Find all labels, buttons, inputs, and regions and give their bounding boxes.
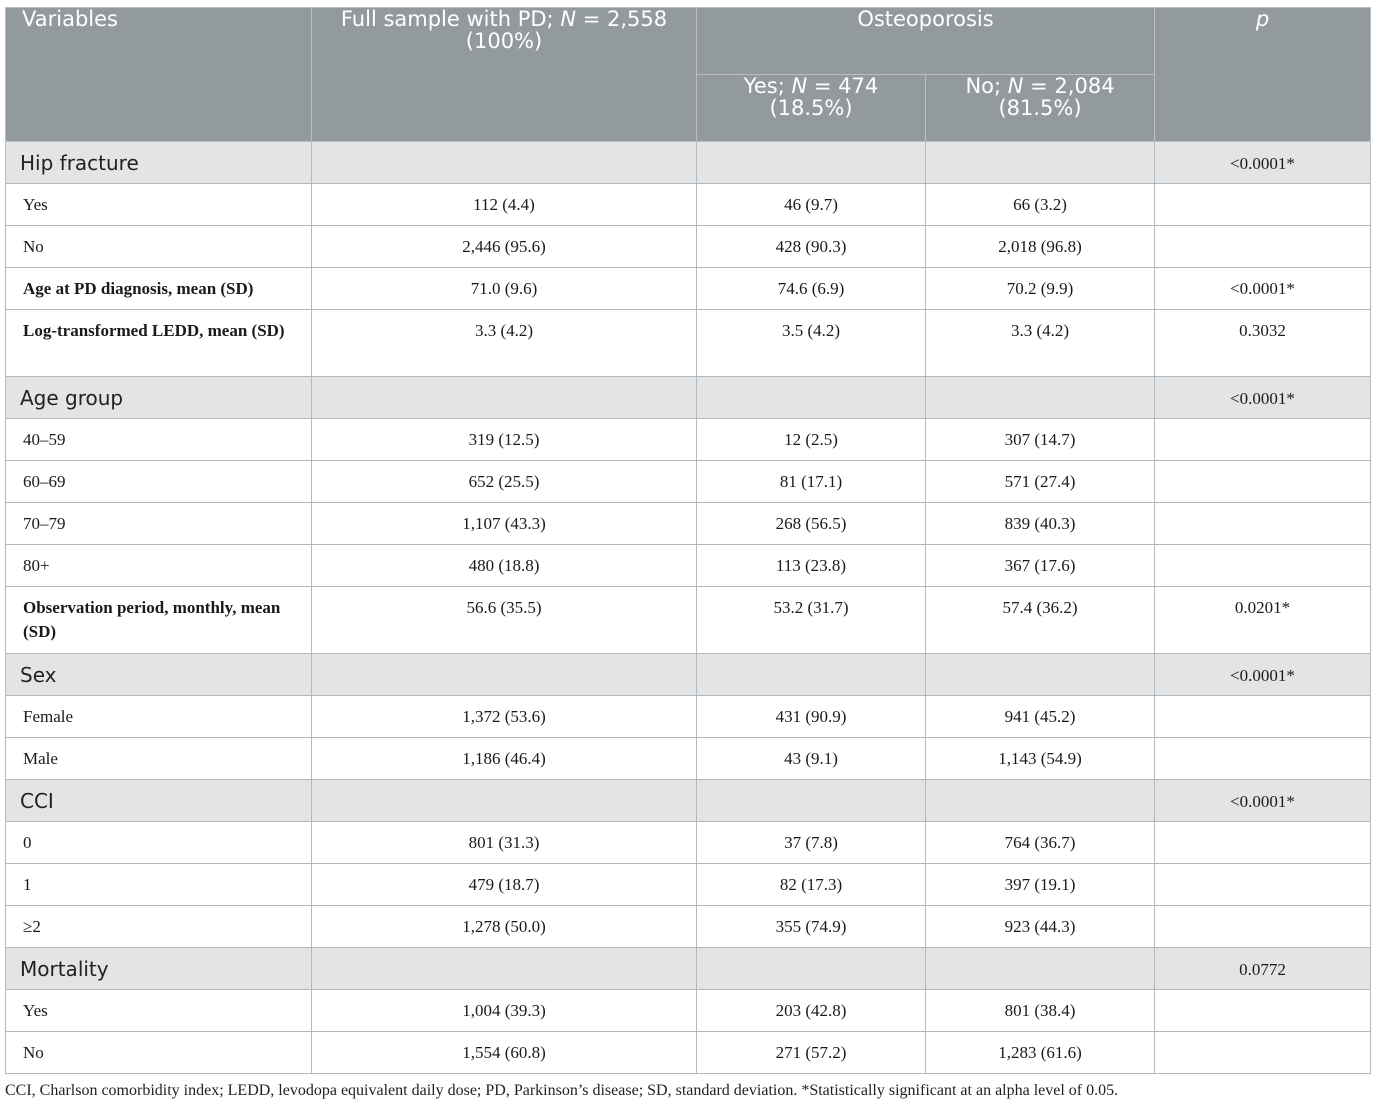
cell-osteo-yes: 81 (17.1): [697, 461, 926, 503]
table-row: [6, 310, 1371, 377]
cell-osteo-no: 397 (19.1): [926, 864, 1155, 906]
cell-osteo-yes: 12 (2.5): [697, 419, 926, 461]
table-footnote: CCI, Charlson comorbidity index; LEDD, levodopa equivalent daily dose; PD, Parkinson’s disease; SD, standard deviation. *Statistically significant at an alpha level of 0.05.: [5, 1082, 1119, 1099]
cell-full-sample: 1,186 (46.4): [312, 738, 697, 780]
cell-osteo-yes: [697, 948, 926, 990]
cell-p-value: [1155, 184, 1371, 226]
cell-full-sample: 71.0 (9.6): [312, 268, 697, 310]
row-label: Mortality: [6, 948, 312, 990]
cell-osteo-yes: 43 (9.1): [697, 738, 926, 780]
row-label: 70–79: [6, 503, 312, 545]
cell-p-value: [1155, 738, 1371, 780]
cell-osteo-yes: 3.5 (4.2): [697, 310, 926, 377]
table-header: [6, 8, 1371, 142]
cell-p-value: <0.0001*: [1155, 142, 1371, 184]
cell-osteo-no: 571 (27.4): [926, 461, 1155, 503]
row-label: 80+: [6, 545, 312, 587]
cell-osteo-yes: [697, 377, 926, 419]
cell-osteo-no: 367 (17.6): [926, 545, 1155, 587]
header-full-text: Full sample with PD; N = 2,558: [340, 7, 668, 31]
cell-full-sample: 112 (4.4): [312, 184, 697, 226]
header-variables: Variables: [6, 8, 312, 142]
table-row: [6, 419, 1371, 461]
cell-full-sample: 480 (18.8): [312, 545, 697, 587]
cell-p-value: [1155, 461, 1371, 503]
table-row: [6, 461, 1371, 503]
cell-osteo-no: [926, 780, 1155, 822]
cell-p-value: [1155, 1032, 1371, 1074]
cell-p-value: 0.3032: [1155, 310, 1371, 377]
cell-osteo-no: 2,018 (96.8): [926, 226, 1155, 268]
cell-osteo-no: 839 (40.3): [926, 503, 1155, 545]
cell-full-sample: 319 (12.5): [312, 419, 697, 461]
cell-osteo-yes: 268 (56.5): [697, 503, 926, 545]
cell-osteo-yes: 355 (74.9): [697, 906, 926, 948]
cell-p-value: <0.0001*: [1155, 377, 1371, 419]
cell-full-sample: [312, 654, 697, 696]
header-full-sample: [312, 8, 697, 142]
cell-full-sample: [312, 377, 697, 419]
row-label: ≥2: [6, 906, 312, 948]
cell-full-sample: 1,107 (43.3): [312, 503, 697, 545]
cell-full-sample: 801 (31.3): [312, 822, 697, 864]
cell-p-value: [1155, 822, 1371, 864]
table-row: [6, 822, 1371, 864]
cell-p-value: [1155, 696, 1371, 738]
cell-osteo-yes: 113 (23.8): [697, 545, 926, 587]
table-row: [6, 1032, 1371, 1074]
row-label: No: [6, 1032, 312, 1074]
cell-full-sample: 1,278 (50.0): [312, 906, 697, 948]
row-label: No: [6, 226, 312, 268]
section-row: [6, 654, 1371, 696]
row-label: Age at PD diagnosis, mean (SD): [6, 268, 312, 310]
table-body: [6, 142, 1371, 1074]
row-label: 40–59: [6, 419, 312, 461]
section-row: [6, 780, 1371, 822]
cell-osteo-yes: [697, 654, 926, 696]
row-label: CCI: [6, 780, 312, 822]
cell-full-sample: 2,446 (95.6): [312, 226, 697, 268]
table-row: [6, 990, 1371, 1032]
header-osteo-yes: Yes; N = 474 (18.5%): [697, 75, 926, 142]
cell-p-value: 0.0201*: [1155, 587, 1371, 654]
header-p: p: [1155, 8, 1371, 142]
table-row: [6, 587, 1371, 654]
row-label: Yes: [6, 184, 312, 226]
cell-osteo-yes: 46 (9.7): [697, 184, 926, 226]
cell-full-sample: 1,372 (53.6): [312, 696, 697, 738]
row-label: Age group: [6, 377, 312, 419]
cell-p-value: [1155, 419, 1371, 461]
cell-p-value: [1155, 545, 1371, 587]
row-label: Female: [6, 696, 312, 738]
cell-osteo-no: [926, 654, 1155, 696]
row-label: Observation period, monthly, mean (SD): [6, 587, 312, 654]
cell-full-sample: 1,004 (39.3): [312, 990, 697, 1032]
table-row: [6, 503, 1371, 545]
row-label: 1: [6, 864, 312, 906]
header-osteo-no: No; N = 2,084 (81.5%): [926, 75, 1155, 142]
cell-osteo-yes: [697, 142, 926, 184]
cell-osteo-yes: 271 (57.2): [697, 1032, 926, 1074]
cell-osteo-yes: 53.2 (31.7): [697, 587, 926, 654]
cell-full-sample: 56.6 (35.5): [312, 587, 697, 654]
cell-p-value: [1155, 864, 1371, 906]
cell-osteo-no: 66 (3.2): [926, 184, 1155, 226]
cell-p-value: [1155, 990, 1371, 1032]
cell-p-value: [1155, 906, 1371, 948]
table-row: [6, 545, 1371, 587]
cell-osteo-no: 923 (44.3): [926, 906, 1155, 948]
cell-osteo-no: [926, 142, 1155, 184]
row-label: 0: [6, 822, 312, 864]
cell-full-sample: 1,554 (60.8): [312, 1032, 697, 1074]
cell-full-sample: [312, 780, 697, 822]
row-label: Log-transformed LEDD, mean (SD): [6, 310, 312, 377]
cell-osteo-no: 57.4 (36.2): [926, 587, 1155, 654]
table-row: [6, 906, 1371, 948]
cell-full-sample: 479 (18.7): [312, 864, 697, 906]
cell-osteo-yes: 203 (42.8): [697, 990, 926, 1032]
section-row: [6, 142, 1371, 184]
cell-osteo-no: 941 (45.2): [926, 696, 1155, 738]
cell-full-sample: 652 (25.5): [312, 461, 697, 503]
table-row: [6, 696, 1371, 738]
table-row: [6, 184, 1371, 226]
cell-osteo-no: 70.2 (9.9): [926, 268, 1155, 310]
cell-p-value: [1155, 226, 1371, 268]
cell-osteo-yes: 428 (90.3): [697, 226, 926, 268]
header-full-pct: (100%): [465, 29, 543, 53]
cell-p-value: <0.0001*: [1155, 654, 1371, 696]
cell-osteo-no: [926, 377, 1155, 419]
cell-full-sample: [312, 142, 697, 184]
row-label: 60–69: [6, 461, 312, 503]
table-row: [6, 226, 1371, 268]
cell-p-value: [1155, 503, 1371, 545]
cell-full-sample: [312, 948, 697, 990]
row-label: Male: [6, 738, 312, 780]
cell-osteo-no: 1,283 (61.6): [926, 1032, 1155, 1074]
cell-osteo-no: 764 (36.7): [926, 822, 1155, 864]
cell-osteo-yes: [697, 780, 926, 822]
cell-full-sample: 3.3 (4.2): [312, 310, 697, 377]
cell-osteo-yes: 431 (90.9): [697, 696, 926, 738]
table-row: [6, 268, 1371, 310]
header-osteoporosis: Osteoporosis: [697, 8, 1155, 75]
cell-p-value: 0.0772: [1155, 948, 1371, 990]
cell-osteo-yes: 37 (7.8): [697, 822, 926, 864]
cell-p-value: <0.0001*: [1155, 268, 1371, 310]
cell-osteo-yes: 74.6 (6.9): [697, 268, 926, 310]
cell-p-value: <0.0001*: [1155, 780, 1371, 822]
table-row: [6, 738, 1371, 780]
cell-osteo-no: 801 (38.4): [926, 990, 1155, 1032]
characteristics-table: [5, 7, 1371, 1074]
row-label: Hip fracture: [6, 142, 312, 184]
row-label: Sex: [6, 654, 312, 696]
table-row: [6, 864, 1371, 906]
cell-osteo-no: 307 (14.7): [926, 419, 1155, 461]
section-row: [6, 377, 1371, 419]
row-label: Yes: [6, 990, 312, 1032]
cell-osteo-no: 3.3 (4.2): [926, 310, 1155, 377]
cell-osteo-no: [926, 948, 1155, 990]
cell-osteo-yes: 82 (17.3): [697, 864, 926, 906]
section-row: [6, 948, 1371, 990]
cell-osteo-no: 1,143 (54.9): [926, 738, 1155, 780]
